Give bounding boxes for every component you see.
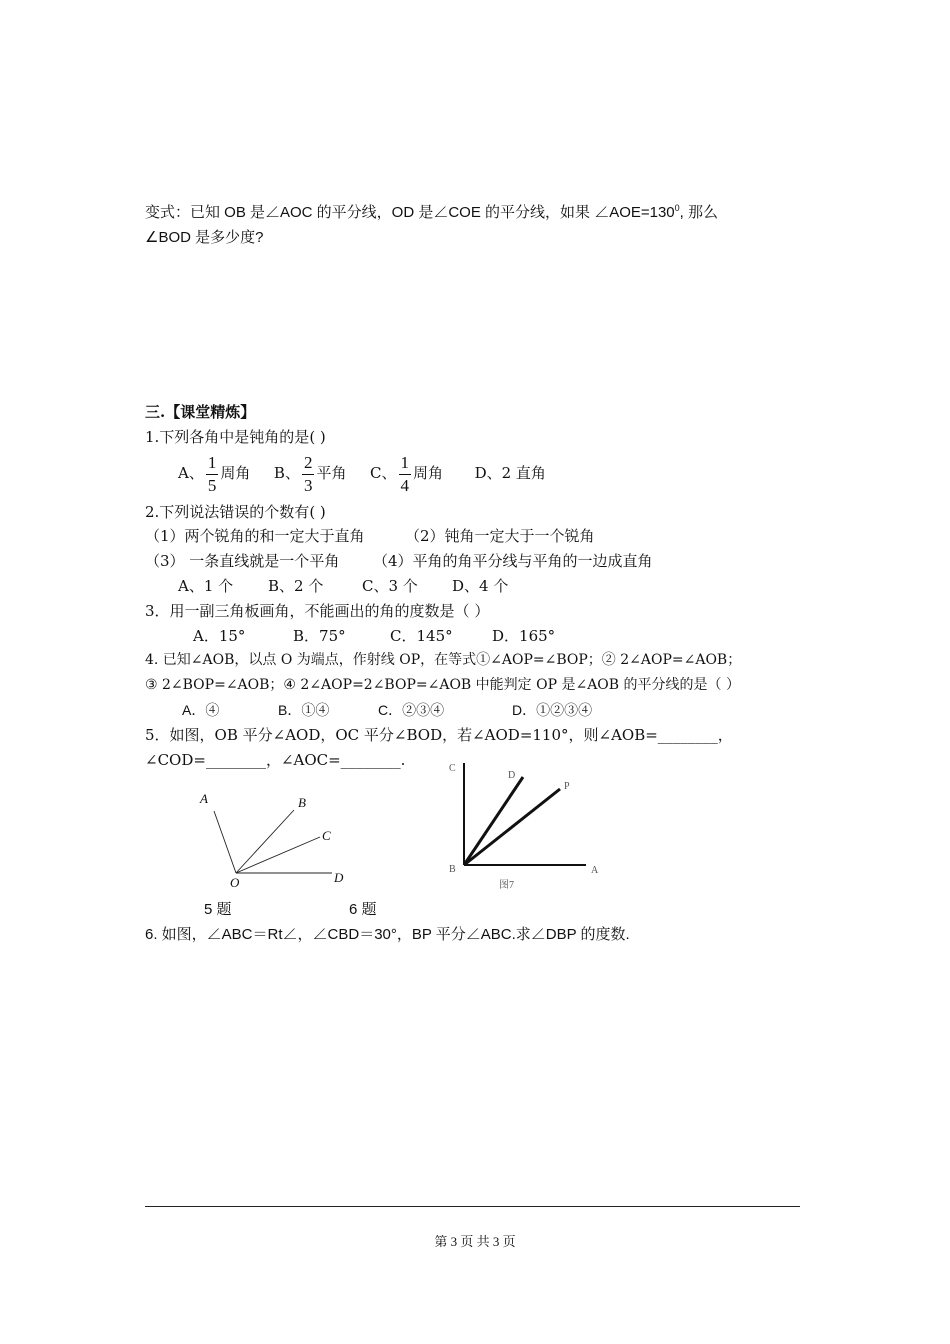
- q4-option-c: C．②③④: [378, 702, 445, 718]
- q2-stem: 2.下列说法错误的个数有( ): [145, 503, 326, 521]
- q2-option-d: D、4 个: [452, 577, 509, 595]
- q1-options: A、 $\frac{1}{5}$ 周角 B、 $\frac{2}{3}$ 平角 C、 $\frac{1}{4}$ 周角 D、2 直角: [178, 452, 546, 495]
- q3-option-c: C．145°: [390, 627, 453, 645]
- fraction-two-thirds: $\frac{2}{3}$: [303, 452, 313, 495]
- fig5-label-b: B: [298, 795, 306, 810]
- fig5-label-a: A: [200, 791, 208, 806]
- q3-option-a: A．15°: [193, 627, 246, 645]
- q1-stem: 1.下列各角中是钝角的是( ): [145, 428, 326, 446]
- q5-line-1: 5．如图，OB 平分∠AOD，OC 平分∠BOD，若∠AOD=110°，则∠AOB=________，: [145, 726, 733, 744]
- fig6-label-b: B: [449, 864, 456, 875]
- fig6-label-c: C: [449, 763, 456, 774]
- variant-line-2: ∠BOD 是多少度?: [145, 229, 264, 246]
- q2-option-b: B、2 个: [268, 577, 324, 595]
- figure-6: [440, 757, 610, 897]
- fraction-one-fifth: $\frac{1}{5}$: [207, 452, 217, 495]
- ray-ob: [236, 810, 294, 873]
- q3-option-d: D．165°: [492, 627, 556, 645]
- q3-stem: 3．用一副三角板画角，不能画出的角的度数是（ ）: [145, 602, 490, 620]
- q4-option-d: D．①②③④: [512, 702, 593, 718]
- ray-bd: [464, 777, 523, 865]
- fig5-label-d: D: [334, 870, 344, 885]
- fig5-label-o: O: [230, 875, 240, 890]
- figure-5: [190, 785, 360, 895]
- section-title: 三.【课堂精炼】: [145, 403, 256, 421]
- q5-line-2: ∠COD=________，∠AOC=________.: [145, 751, 406, 769]
- q2-option-c: C、3 个: [362, 577, 418, 595]
- ray-oa: [214, 811, 236, 873]
- fig6-caption: 6 题: [349, 901, 377, 918]
- q2-option-a: A、1 个: [178, 577, 234, 595]
- q2-statement-2: （2）钝角一定大于一个锐角: [405, 527, 595, 545]
- fig5-label-c: C: [322, 828, 331, 843]
- fig5-caption: 5 题: [204, 901, 232, 918]
- q6-stem: 6. 如图，∠ABC＝Rt∠，∠CBD＝30°，BP 平分∠ABC.求∠DBP 的度数.: [145, 926, 630, 943]
- ray-bp: [464, 789, 560, 865]
- q4-option-b: B．①④: [278, 702, 330, 718]
- q4-option-a: A．④: [182, 702, 220, 718]
- q4-line-1: 4. 已知∠AOB，以点 O 为端点，作射线 OP，在等式①∠AOP=∠BOP；② 2∠AOP=∠AOB；: [145, 652, 742, 668]
- footer-rule: [145, 1206, 800, 1207]
- ray-oc: [236, 837, 320, 873]
- fig6-label-a: A: [591, 865, 599, 876]
- fig6-label-d: D: [508, 770, 516, 781]
- q2-statement-1: （1）两个锐角的和一定大于直角: [145, 527, 365, 545]
- q3-option-b: B．75°: [293, 627, 346, 645]
- fig6-subcaption: 图7: [499, 880, 514, 891]
- page-footer: 第 3 页 共 3 页: [434, 1234, 516, 1249]
- fig6-label-p: P: [564, 781, 570, 792]
- variant-line-1: 变式：已知 OB 是∠AOC 的平分线，OD 是∠COE 的平分线，如果 $\angle AOE=130^0$, 那么: [145, 203, 719, 221]
- q2-statement-3: （3） 一条直线就是一个平角: [145, 552, 340, 570]
- q4-line-2: ③ 2∠BOP=∠AOB；④ 2∠AOP=2∠BOP=∠AOB 中能判定 OP 是∠AOB 的平分线的是（ ）: [145, 677, 740, 693]
- q2-statement-4: （4）平角的角平分线与平角的一边成直角: [373, 552, 653, 570]
- fraction-one-quarter: $\frac{1}{4}$: [400, 452, 410, 495]
